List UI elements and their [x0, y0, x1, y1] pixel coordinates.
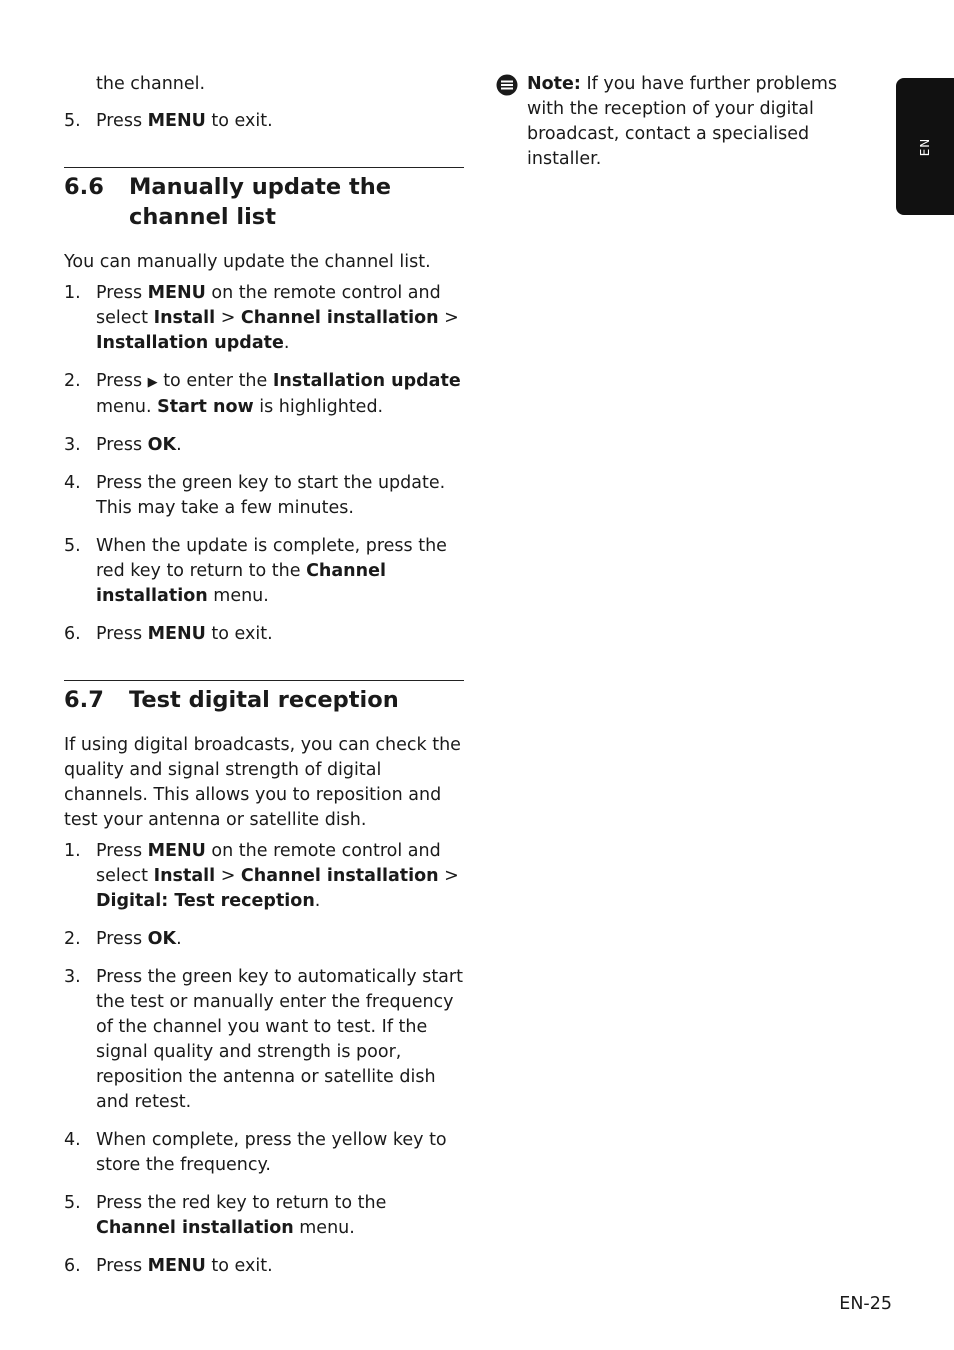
step-4: 4. Press the green key to start the update. This may take a few minutes. — [64, 473, 446, 518]
section-6-7 — [64, 680, 464, 1279]
step-6: 6. Press MENU to exit. — [64, 624, 273, 644]
continuation-line: the channel. — [96, 74, 206, 94]
step-3: 3. Press the green key to automatically start the test or manually enter the frequency of the channel you want to test. If the signal quality and strength is poor, reposition the antenna or satellite dish and retest. — [64, 967, 463, 1112]
section-heading: 6.7 Test digital reception — [64, 687, 399, 713]
step-6: 6. Press MENU to exit. — [64, 1256, 273, 1276]
note-text: If you have further problems with the reception of your digital broadcast, contact a specialised installer. — [527, 74, 838, 169]
step-4: 4. When complete, press the yellow key to store the frequency. — [64, 1130, 447, 1175]
language-tab — [896, 78, 954, 215]
section-6-6 — [64, 167, 464, 647]
page-number: EN-25 — [839, 1294, 892, 1314]
step-2: 2. Press ▶ to enter the Installation update menu. Start now is highlighted. — [64, 371, 461, 417]
note-label: Note: — [527, 74, 581, 94]
step-1: 1. Press MENU on the remote control and select Install > Channel installation > Digital: Test reception. — [64, 841, 459, 911]
step-5: 5. Press the red key to return to the Channel installation menu. — [64, 1193, 387, 1238]
note-icon — [496, 72, 527, 172]
section-intro: If using digital broadcasts, you can check the quality and signal strength of digital channels. This allows you to reposition and test your antenna or satellite dish. — [64, 735, 461, 830]
section-heading: 6.6 Manually update the channel list — [64, 174, 392, 230]
language-tab-label: EN — [918, 137, 932, 156]
note-box — [496, 72, 868, 172]
top-step-5: 5. Press MENU to exit. — [64, 111, 273, 131]
right-column — [496, 72, 868, 172]
step-3: 3. Press OK. — [64, 435, 182, 455]
section-intro: You can manually update the channel list. — [64, 252, 431, 272]
left-column — [64, 72, 464, 1279]
step-1: 1. Press MENU on the remote control and select Install > Channel installation > Installation update. — [64, 283, 459, 353]
step-2: 2. Press OK. — [64, 929, 182, 949]
step-5: 5. When the update is complete, press the red key to return to the Channel installation menu. — [64, 536, 447, 606]
right-arrow-icon: ▶ — [147, 375, 158, 390]
